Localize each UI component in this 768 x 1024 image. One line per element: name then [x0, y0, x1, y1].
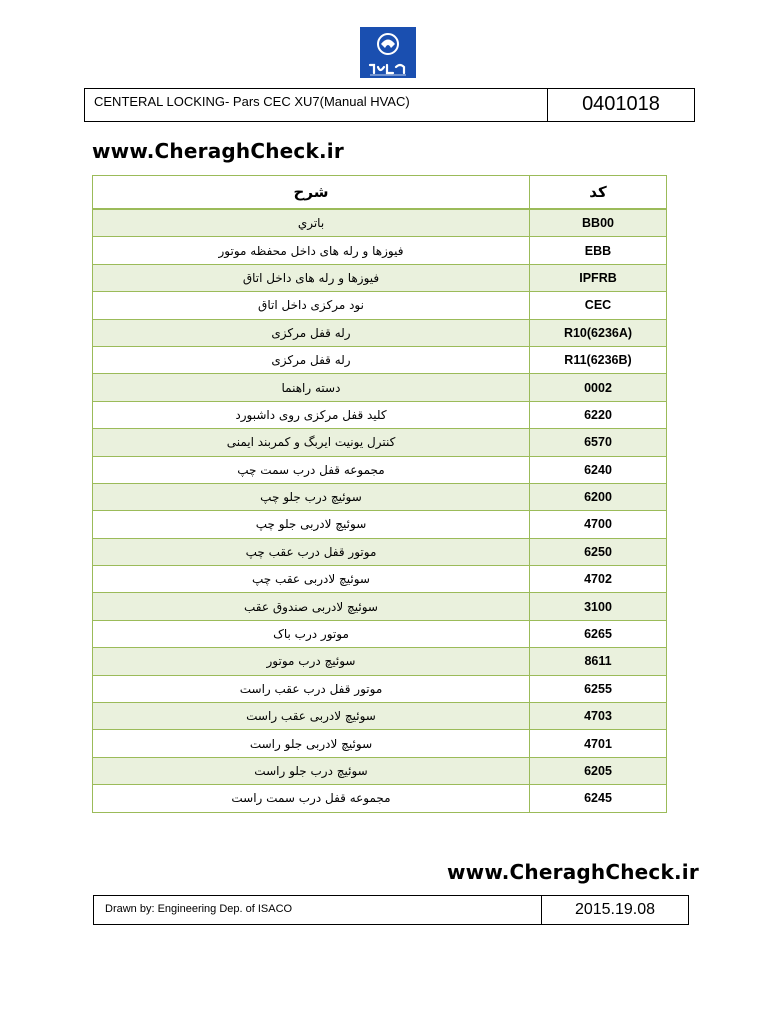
row-code: 6245 [530, 785, 667, 812]
website-link-bottom[interactable]: www.CheraghCheck.ir [447, 860, 699, 884]
column-header-description: شرح [93, 176, 530, 210]
table-row [93, 675, 667, 702]
table-row [93, 319, 667, 346]
row-code: 6250 [530, 538, 667, 565]
row-description: موتور قفل درب عقب راست [93, 675, 530, 702]
row-code: 8611 [530, 648, 667, 675]
row-description: موتور درب باک [93, 620, 530, 647]
table-row [93, 785, 667, 812]
table-row [93, 346, 667, 373]
row-code: 6255 [530, 675, 667, 702]
row-code: 4700 [530, 511, 667, 538]
row-code: 6220 [530, 401, 667, 428]
column-header-code: کد [530, 176, 667, 210]
row-code: 6265 [530, 620, 667, 647]
row-description: سوئیچ لادربی صندوق عقب [93, 593, 530, 620]
table-row [93, 620, 667, 647]
table-row [93, 538, 667, 565]
row-description: دسته راهنما [93, 374, 530, 401]
table-row [93, 264, 667, 291]
row-description: کلید قفل مرکزی روی داشبورد [93, 401, 530, 428]
row-code: R11(6236B) [530, 346, 667, 373]
component-code-table [92, 175, 667, 813]
table-row [93, 292, 667, 319]
row-code: 4703 [530, 703, 667, 730]
row-description: فیوزها و رله های داخل محفظه موتور [93, 237, 530, 264]
document-footer [93, 895, 689, 925]
row-code: 0002 [530, 374, 667, 401]
row-code: BB00 [530, 209, 667, 237]
row-description: فیوزها و رله های داخل اتاق [93, 264, 530, 291]
table-header-row [93, 176, 667, 210]
row-code: 6570 [530, 429, 667, 456]
table-row [93, 511, 667, 538]
row-description: سوئیچ لادربی جلو چپ [93, 511, 530, 538]
table-row [93, 237, 667, 264]
row-description: سوئیچ لادربی عقب چپ [93, 566, 530, 593]
drawn-by-label: Drawn by: Engineering Dep. of ISACO [94, 896, 542, 924]
table-row [93, 483, 667, 510]
row-code: IPFRB [530, 264, 667, 291]
row-description: مجموعه قفل درب سمت چپ [93, 456, 530, 483]
table-row [93, 456, 667, 483]
table-row [93, 730, 667, 757]
table-row [93, 374, 667, 401]
table-row [93, 648, 667, 675]
table-row [93, 593, 667, 620]
document-header [84, 88, 695, 122]
row-description: رله قفل مرکزی [93, 346, 530, 373]
table-row [93, 566, 667, 593]
row-code: 6205 [530, 757, 667, 784]
table-row [93, 703, 667, 730]
row-code: R10(6236A) [530, 319, 667, 346]
row-description: سوئیچ درب موتور [93, 648, 530, 675]
row-code: CEC [530, 292, 667, 319]
table-row [93, 429, 667, 456]
document-date: 2015.19.08 [574, 901, 656, 918]
row-code: 4702 [530, 566, 667, 593]
row-description: رله قفل مرکزی [93, 319, 530, 346]
row-code: EBB [530, 237, 667, 264]
row-description: باتري [93, 209, 530, 237]
row-description: سوئیچ لادربی عقب راست [93, 703, 530, 730]
row-description: سوئیچ لادربی جلو راست [93, 730, 530, 757]
row-description: کنترل یونیت ایربگ و کمربند ایمنی [93, 429, 530, 456]
row-description: مجموعه قفل درب سمت راست [93, 785, 530, 812]
isaco-logo-icon [360, 27, 416, 78]
document-title: CENTERAL LOCKING- Pars CEC XU7(Manual HVAC) [85, 89, 548, 121]
row-code: 6200 [530, 483, 667, 510]
row-code: 3100 [530, 593, 667, 620]
row-code: 6240 [530, 456, 667, 483]
website-link-top[interactable]: www.CheraghCheck.ir [92, 139, 344, 163]
document-code: 0401018 [582, 93, 660, 115]
row-description: نود مرکزی داخل اتاق [93, 292, 530, 319]
row-code: 4701 [530, 730, 667, 757]
table-row [93, 757, 667, 784]
row-description: موتور قفل درب عقب چپ [93, 538, 530, 565]
row-description: سوئیچ درب جلو راست [93, 757, 530, 784]
table-row [93, 209, 667, 237]
table-row [93, 401, 667, 428]
row-description: سوئیچ درب جلو چپ [93, 483, 530, 510]
